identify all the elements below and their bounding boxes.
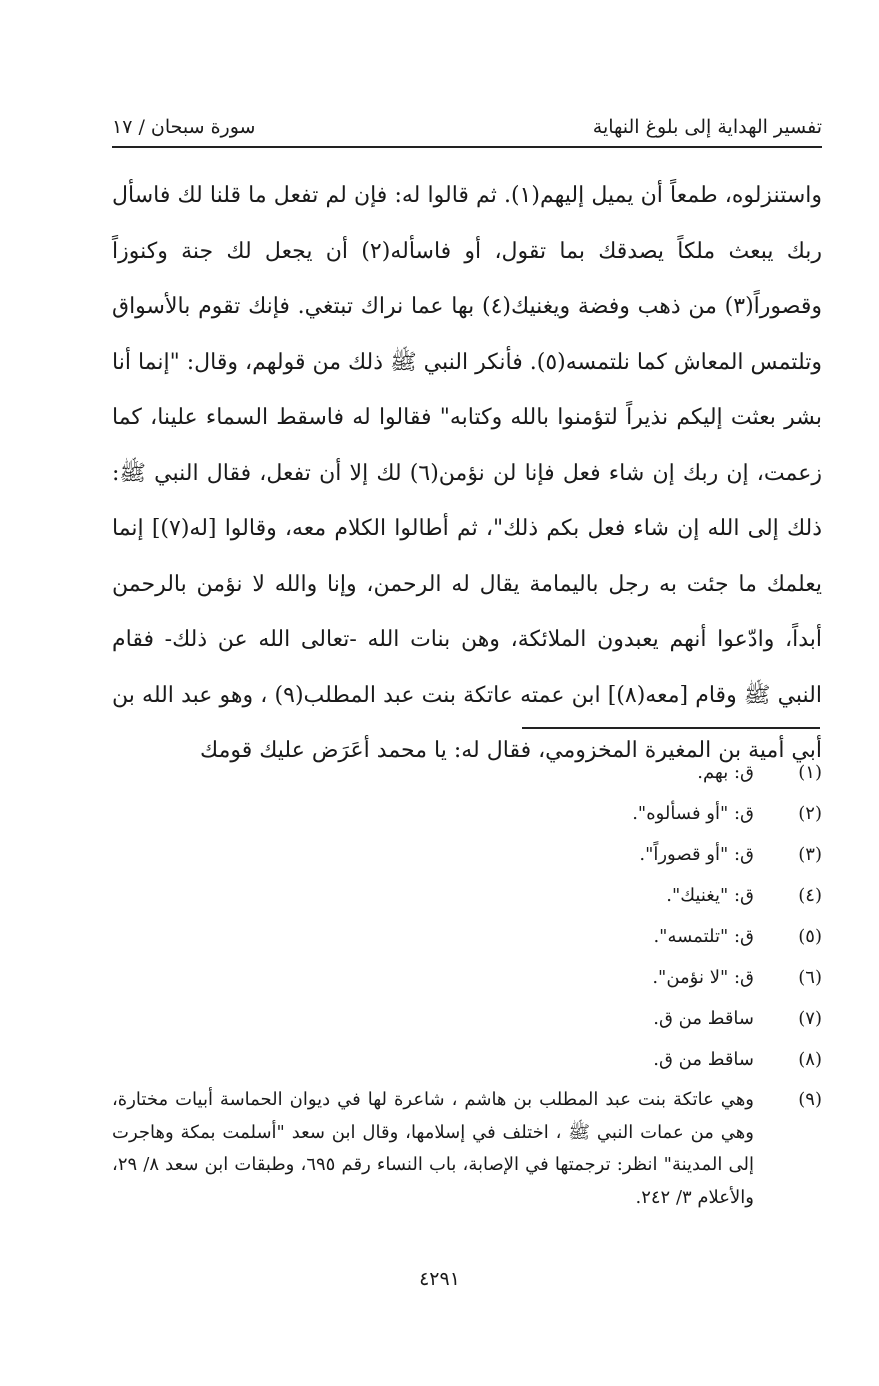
footnote-text: ق: "أو قصوراً". bbox=[639, 844, 754, 865]
footnote-3 bbox=[112, 834, 822, 875]
footnote-5 bbox=[112, 916, 822, 957]
footnotes bbox=[112, 752, 822, 1214]
footnote-6 bbox=[112, 957, 822, 998]
footnote-8 bbox=[112, 1039, 822, 1080]
footnote-number: (١) bbox=[798, 762, 822, 783]
book-title: تفسير الهداية إلى بلوغ النهاية bbox=[592, 116, 822, 138]
footnote-number: (٩) bbox=[798, 1089, 822, 1110]
footnote-4 bbox=[112, 875, 822, 916]
footnote-number: (٧) bbox=[798, 1008, 822, 1029]
footnote-number: (٢) bbox=[798, 803, 822, 824]
footnote-text: ق: "تلتمسه". bbox=[653, 926, 754, 947]
running-header bbox=[112, 98, 822, 138]
footnote-text: ق: "أو فسألوه". bbox=[632, 803, 754, 824]
footnote-text: وهي عاتكة بنت عبد المطلب بن هاشم ، شاعرة لها في ديوان الحماسة أبيات مختارة، وهي من عمات النبي ﷺ ، اختلف في إسلامها، وقال ابن سعد "أسلمت بمكة وهاجرت إلى المدينة" انظر: ترجمتها في الإصابة، باب النساء رقم ٦٩٥، وطبقات ابن سعد ٨/ ٢٩، والأعلام ٣/ ٢٤٢. bbox=[112, 1089, 755, 1208]
footnote-number: (٨) bbox=[798, 1049, 822, 1070]
footnote-9 bbox=[112, 1084, 822, 1214]
footnote-7 bbox=[112, 998, 822, 1039]
main-text bbox=[112, 168, 822, 779]
surah-label: سورة سبحان / ١٧ bbox=[112, 116, 256, 138]
footnote-text: ساقط من ق. bbox=[653, 1008, 754, 1029]
footnote-text: ساقط من ق. bbox=[653, 1049, 754, 1070]
footnote-text: ق: "يغنيك". bbox=[666, 885, 754, 906]
footnote-number: (٦) bbox=[798, 967, 822, 988]
footnote-number: (٥) bbox=[798, 926, 822, 947]
header-rule bbox=[112, 146, 822, 148]
footnote-text: ق: "لا نؤمن". bbox=[652, 967, 754, 988]
page-number: ٤٢٩١ bbox=[419, 1268, 460, 1290]
footnote-1 bbox=[112, 752, 822, 793]
main-paragraph: واستنزلوه، طمعاً أن يميل إليهم(١). ثم قالوا له: فإن لم تفعل ما قلنا لك فاسأل ربك يبعث ملكاً يصدقك بما تقول، أو فاسأله(٢) أن يجعل لك جنة وكنوزاً وقصوراً(٣) من ذهب وفضة ويغنيك(٤) بها عما نراك تبتغي. فإنك تقوم بالأسواق وتلتمس المعاش كما نلتمسه(٥). فأنكر النبي ﷺ ذلك من قولهم، وقال: "إنما أنا بشر بعثت إليكم نذيراً لتؤمنوا بالله وكتابه" فقالوا له فاسقط السماء علينا، كما زعمت، إن ربك إن شاء فعل فإنا لن نؤمن(٦) لك إلا أن تفعل، فقال النبي ﷺ: ذلك إلى الله إن شاء فعل بكم ذلك"، ثم أطالوا الكلام معه، وقالوا [له(٧)] إنما يعلمك ما جئت به رجل باليمامة يقال له الرحمن، وإنا والله لا نؤمن بالرحمن أبداً، وادّعوا أنهم يعبدون الملائكة، وهن بنات الله -تعالى الله عن ذلك- فقام النبي ﷺ وقام [معه(٨)] ابن عمته عاتكة بنت عبد المطلب(٩) ، وهو عبد الله بن أبي أمية بن المغيرة المخزومي، فقال له: يا محمد أعَرَض عليك قومك bbox=[112, 183, 823, 763]
footnote-separator bbox=[522, 727, 820, 729]
footnote-number: (٣) bbox=[798, 844, 822, 865]
footnote-2 bbox=[112, 793, 822, 834]
footnote-number: (٤) bbox=[798, 885, 822, 906]
footnote-text: ق: بهم. bbox=[697, 762, 754, 783]
